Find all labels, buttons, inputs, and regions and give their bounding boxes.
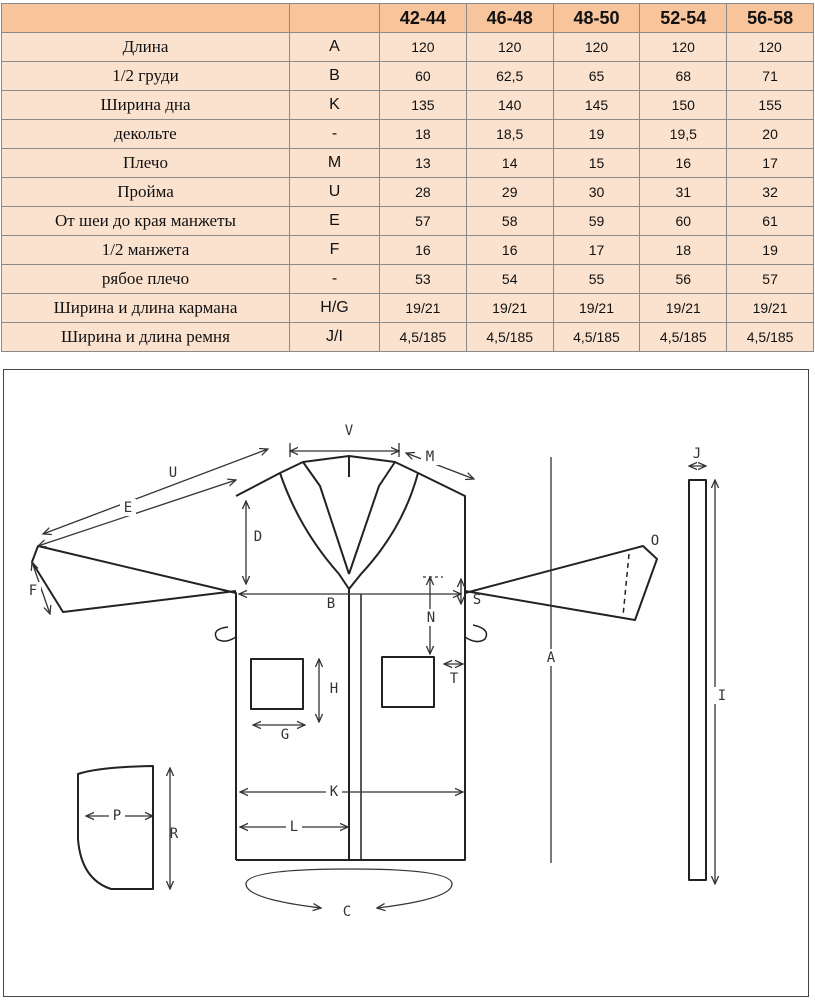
header-cell: 56-58: [727, 4, 814, 33]
measurement-value: 145: [553, 91, 640, 120]
measurement-value: 4,5/185: [727, 323, 814, 352]
label-v: V: [344, 423, 354, 439]
measurement-value: 55: [553, 265, 640, 294]
measurement-code: K: [290, 91, 380, 120]
measurement-value: 62,5: [466, 62, 553, 91]
measurement-value: 30: [553, 178, 640, 207]
measurement-value: 19: [553, 120, 640, 149]
measurement-name: Ширина и длина кармана: [2, 294, 290, 323]
measurement-name: рябое плечо: [2, 265, 290, 294]
label-h: H: [329, 681, 339, 697]
measurement-value: 120: [727, 33, 814, 62]
measurement-value: 54: [466, 265, 553, 294]
measurement-value: 17: [727, 149, 814, 178]
label-o: O: [650, 533, 660, 549]
measurement-value: 120: [380, 33, 467, 62]
dim-m: [406, 453, 474, 479]
measurement-value: 31: [640, 178, 727, 207]
measurement-value: 56: [640, 265, 727, 294]
measurement-code: M: [290, 149, 380, 178]
table-row: [2, 120, 814, 149]
measurement-name: От шеи до края манжеты: [2, 207, 290, 236]
pocket-flap-piece: [78, 766, 153, 889]
dim-e: [38, 480, 236, 546]
table-row: [2, 91, 814, 120]
size-table: [1, 3, 814, 352]
measurement-code: E: [290, 207, 380, 236]
label-g: G: [280, 727, 290, 743]
measurement-value: 19/21: [380, 294, 467, 323]
label-b: B: [326, 596, 336, 612]
header-cell: 42-44: [380, 4, 467, 33]
measurement-value: 120: [466, 33, 553, 62]
measurement-value: 16: [640, 149, 727, 178]
measurement-name: 1/2 манжета: [2, 236, 290, 265]
table-row: [2, 207, 814, 236]
measurement-value: 14: [466, 149, 553, 178]
measurement-value: 19/21: [640, 294, 727, 323]
right-lapel-inner: [349, 462, 395, 574]
measurement-value: 150: [640, 91, 727, 120]
table-body: [2, 33, 814, 352]
right-belt-loop: [465, 625, 487, 642]
measurement-value: 4,5/185: [553, 323, 640, 352]
measurement-code: -: [290, 120, 380, 149]
label-u: U: [168, 465, 178, 481]
label-e: E: [123, 500, 133, 516]
left-lapel-outer: [280, 473, 349, 589]
measurement-value: 19: [727, 236, 814, 265]
right-pocket: [382, 657, 434, 707]
measurement-value: 155: [727, 91, 814, 120]
measurement-code: U: [290, 178, 380, 207]
measurement-code: F: [290, 236, 380, 265]
measurement-value: 16: [466, 236, 553, 265]
table-row: [2, 149, 814, 178]
measurement-value: 19/21: [727, 294, 814, 323]
measurement-value: 4,5/185: [640, 323, 727, 352]
measurement-name: Ширина дна: [2, 91, 290, 120]
label-k: K: [329, 784, 339, 800]
measurement-value: 135: [380, 91, 467, 120]
table-row: [2, 236, 814, 265]
measurement-code: B: [290, 62, 380, 91]
cuff-fold-line: [623, 554, 629, 616]
measurement-value: 19/21: [553, 294, 640, 323]
measurement-value: 71: [727, 62, 814, 91]
measurement-value: 60: [380, 62, 467, 91]
measurement-name: Пройма: [2, 178, 290, 207]
measurement-value: 17: [553, 236, 640, 265]
garment-pattern-diagram: [3, 369, 809, 997]
measurement-value: 15: [553, 149, 640, 178]
measurement-value: 18,5: [466, 120, 553, 149]
left-pocket: [251, 659, 303, 709]
label-f: F: [28, 583, 38, 599]
table-row: [2, 265, 814, 294]
dimension-labels: [29, 423, 726, 920]
label-r: R: [169, 826, 179, 842]
measurement-name: Длина: [2, 33, 290, 62]
dim-c: [246, 869, 452, 908]
measurement-value: 13: [380, 149, 467, 178]
label-i: I: [717, 688, 727, 704]
label-a: A: [546, 650, 556, 666]
label-j: J: [692, 446, 702, 462]
table-row: [2, 294, 814, 323]
header-cell: [2, 4, 290, 33]
measurement-value: 60: [640, 207, 727, 236]
pattern-svg: [3, 369, 809, 997]
label-l: L: [289, 819, 299, 835]
measurement-value: 19/21: [466, 294, 553, 323]
label-d: D: [253, 529, 263, 545]
measurement-code: J/I: [290, 323, 380, 352]
coat-outline: [32, 456, 706, 889]
table-header-row: [2, 4, 814, 33]
measurement-value: 53: [380, 265, 467, 294]
measurement-value: 61: [727, 207, 814, 236]
measurement-value: 32: [727, 178, 814, 207]
measurement-value: 16: [380, 236, 467, 265]
right-lapel-outer: [349, 473, 418, 589]
measurement-value: 18: [380, 120, 467, 149]
header-cell: [290, 4, 380, 33]
diagram-frame: [4, 370, 809, 997]
measurement-code: -: [290, 265, 380, 294]
measurement-value: 4,5/185: [466, 323, 553, 352]
table-row: [2, 62, 814, 91]
left-belt-loop: [215, 627, 236, 641]
table-row: [2, 33, 814, 62]
header-cell: 46-48: [466, 4, 553, 33]
dim-u: [43, 449, 268, 534]
measurement-value: 68: [640, 62, 727, 91]
measurement-name: Ширина и длина ремня: [2, 323, 290, 352]
measurement-value: 57: [727, 265, 814, 294]
measurement-name: декольте: [2, 120, 290, 149]
measurement-value: 140: [466, 91, 553, 120]
measurement-code: A: [290, 33, 380, 62]
table-row: [2, 178, 814, 207]
label-backgrounds: [25, 422, 730, 920]
label-m: M: [425, 449, 435, 465]
measurement-value: 20: [727, 120, 814, 149]
label-n: N: [426, 610, 436, 626]
label-p: P: [112, 808, 122, 824]
table-row: [2, 323, 814, 352]
measurement-code: H/G: [290, 294, 380, 323]
measurement-value: 120: [553, 33, 640, 62]
measurement-value: 57: [380, 207, 467, 236]
measurement-value: 18: [640, 236, 727, 265]
measurement-value: 120: [640, 33, 727, 62]
measurement-value: 58: [466, 207, 553, 236]
measurement-value: 65: [553, 62, 640, 91]
measurement-value: 29: [466, 178, 553, 207]
header-cell: 48-50: [553, 4, 640, 33]
measurement-value: 19,5: [640, 120, 727, 149]
label-t: T: [449, 671, 459, 687]
measurement-name: 1/2 груди: [2, 62, 290, 91]
measurement-name: Плечо: [2, 149, 290, 178]
measurement-value: 28: [380, 178, 467, 207]
measurement-value: 4,5/185: [380, 323, 467, 352]
label-c: C: [342, 904, 352, 920]
measurement-value: 59: [553, 207, 640, 236]
left-sleeve: [32, 546, 236, 860]
label-s: S: [472, 592, 482, 608]
header-cell: 52-54: [640, 4, 727, 33]
belt-strip: [689, 480, 706, 880]
